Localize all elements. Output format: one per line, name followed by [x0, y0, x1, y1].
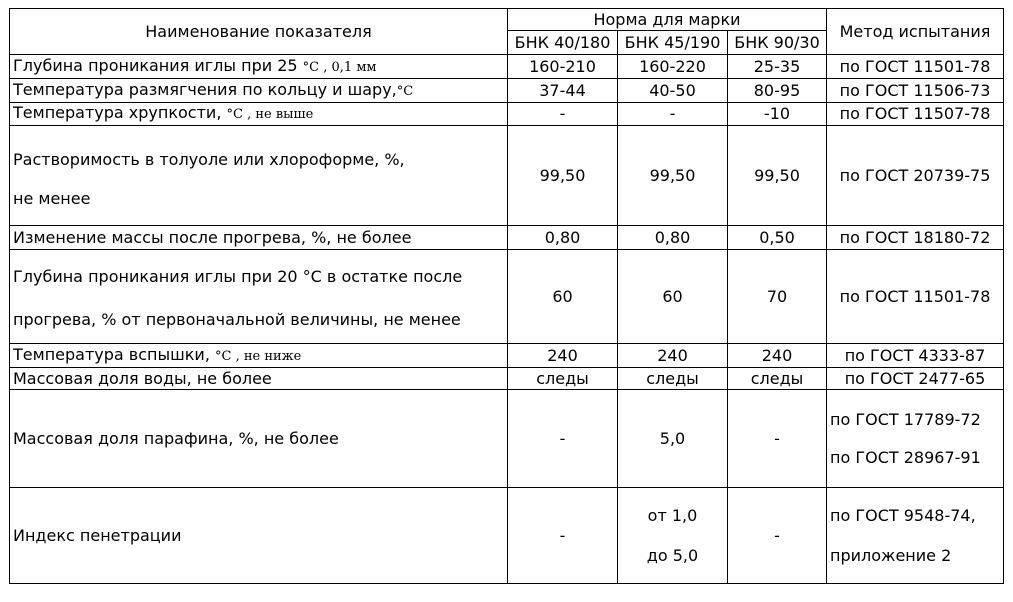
indicator-name-cell	[10, 488, 508, 584]
indicator-name-cell	[10, 103, 508, 126]
indicator-name-line: Растворимость в толуоле или хлороформе, %,	[13, 149, 405, 169]
indicator-name-cell	[10, 250, 508, 344]
indicator-name-cell	[10, 226, 508, 250]
method-line: по ГОСТ 28967-91	[830, 447, 981, 467]
value-cell: -	[618, 103, 728, 126]
value-cell: -	[508, 390, 618, 488]
table-row	[10, 250, 1004, 344]
method-cell: по ГОСТ 11507-78	[827, 103, 1004, 126]
value-cell: 240	[728, 344, 827, 368]
indicator-name-line: прогрева, % от первоначальной величины, не менее	[13, 309, 461, 329]
specification-table	[9, 8, 1004, 584]
table-row	[10, 390, 1004, 488]
value-cell: 160-220	[618, 55, 728, 79]
value-cell: следы	[508, 368, 618, 390]
value-cell: -	[508, 488, 618, 584]
method-line: приложение 2	[830, 545, 952, 565]
table-row	[10, 126, 1004, 226]
value-line: от 1,0	[647, 505, 698, 525]
method-cell: по ГОСТ 4333-87	[827, 344, 1004, 368]
method-cell: по ГОСТ 11501-78	[827, 55, 1004, 79]
table-row	[10, 103, 1004, 126]
table-row	[10, 344, 1004, 368]
indicator-unit: °С	[396, 83, 414, 99]
indicator-name: Массовая доля парафина, %, не более	[13, 428, 339, 448]
value-line: до 5,0	[646, 545, 699, 565]
indicator-name: Температура вспышки,	[13, 344, 215, 364]
value-cell: 99,50	[728, 126, 827, 226]
method-line: по ГОСТ 9548-74,	[830, 505, 976, 525]
method-cell: по ГОСТ 11501-78	[827, 250, 1004, 344]
table-row	[10, 488, 1004, 584]
indicator-unit: °С , 0,1 мм	[302, 59, 377, 75]
indicator-unit: °С , не ниже	[214, 348, 302, 364]
value-cell: 60	[618, 250, 728, 344]
value-cell: 0,50	[728, 226, 827, 250]
method-line: по ГОСТ 17789-72	[830, 409, 981, 429]
header-indicator-name: Наименование показателя	[10, 9, 508, 55]
table-row	[10, 226, 1004, 250]
value-cell: 240	[618, 344, 728, 368]
value-cell: 0,80	[508, 226, 618, 250]
method-cell: по ГОСТ 18180-72	[827, 226, 1004, 250]
value-cell: 160-210	[508, 55, 618, 79]
indicator-name-line: Глубина проникания иглы при 20 °С в остатке после	[13, 266, 463, 286]
value-cell: 0,80	[618, 226, 728, 250]
indicator-name-cell	[10, 126, 508, 226]
table-row	[10, 368, 1004, 390]
value-cell: 60	[508, 250, 618, 344]
document-area	[9, 8, 1004, 584]
indicator-name-cell	[10, 390, 508, 488]
value-cell: 70	[728, 250, 827, 344]
method-cell: по ГОСТ 20739-75	[827, 126, 1004, 226]
header-grade: БНК 40/180	[508, 31, 618, 55]
value-cell	[618, 488, 728, 584]
indicator-name: Глубина проникания иглы при 25	[13, 55, 303, 75]
header-row-1	[10, 9, 1004, 31]
header-grade: БНК 45/190	[618, 31, 728, 55]
value-cell: -	[508, 103, 618, 126]
indicator-name: Индекс пенетрации	[13, 525, 182, 545]
indicator-name-cell	[10, 344, 508, 368]
value-cell: -	[728, 488, 827, 584]
table-row	[10, 55, 1004, 79]
indicator-name: Массовая доля воды, не более	[13, 368, 272, 388]
value-cell: следы	[728, 368, 827, 390]
indicator-name-cell	[10, 55, 508, 79]
indicator-name-line: не менее	[13, 188, 91, 208]
value-cell: 25-35	[728, 55, 827, 79]
indicator-name-cell	[10, 368, 508, 390]
method-cell: по ГОСТ 2477-65	[827, 368, 1004, 390]
header-test-method: Метод испытания	[827, 9, 1004, 55]
value-cell: 40-50	[618, 79, 728, 103]
header-norm-for-grade: Норма для марки	[508, 9, 827, 31]
table-row	[10, 79, 1004, 103]
indicator-name-cell	[10, 79, 508, 103]
indicator-unit: °С , не выше	[226, 107, 314, 122]
indicator-name: Температура размягчения по кольцу и шару,	[13, 79, 397, 99]
value-cell: 5,0	[618, 390, 728, 488]
method-cell	[827, 488, 1004, 584]
method-cell: по ГОСТ 11506-73	[827, 79, 1004, 103]
value-cell: следы	[618, 368, 728, 390]
value-cell: 240	[508, 344, 618, 368]
value-cell: -10	[728, 103, 827, 126]
header-grade: БНК 90/30	[728, 31, 827, 55]
value-cell: -	[728, 390, 827, 488]
method-cell	[827, 390, 1004, 488]
indicator-name: Температура хрупкости,	[13, 103, 227, 122]
value-cell: 80-95	[728, 79, 827, 103]
value-cell: 37-44	[508, 79, 618, 103]
value-cell: 99,50	[508, 126, 618, 226]
indicator-name: Изменение массы после прогрева, %, не более	[13, 227, 412, 247]
value-cell: 99,50	[618, 126, 728, 226]
